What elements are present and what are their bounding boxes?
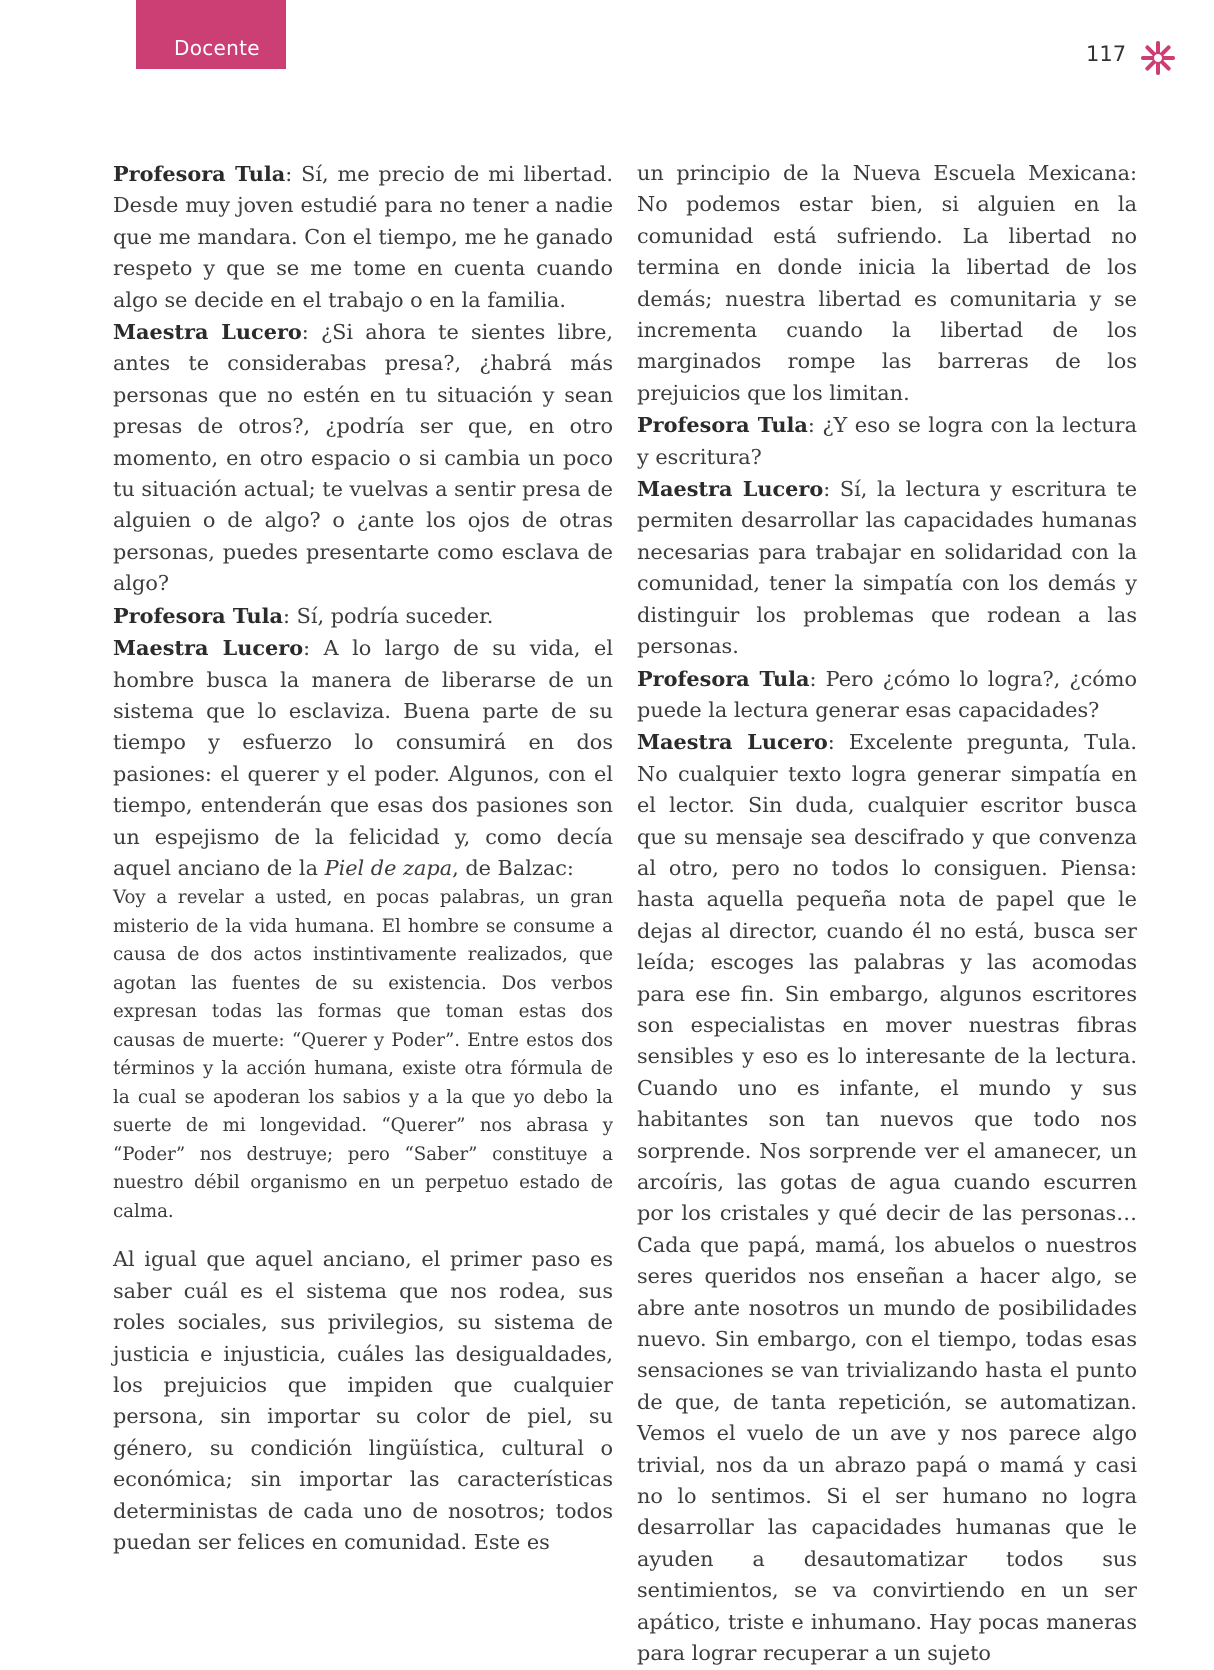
dialogue-paragraph xyxy=(113,632,613,884)
speaker-name: Profesora Tula xyxy=(113,161,286,186)
speaker-name: Profesora Tula xyxy=(113,602,283,628)
speaker-name: Profesora Tula xyxy=(637,412,808,438)
speaker-name: Maestra Lucero xyxy=(637,729,828,755)
body-paragraph: Al igual que aquel anciano, el primer paso es saber cuál es el sistema que nos rodea, sus roles sociales, sus privilegios, su sistema de justicia e injusticia, cuáles las desigualdades, los prejuicios que impiden que cualquier persona, sin importar su color de piel, su género, su condición lingüística, cultural o económica; sin importar las características deterministas de cada uno de nosotros; todos puedan ser felices en comunidad. Este es xyxy=(113,1247,613,1554)
dialogue-text: : ¿Y eso se logra con la lectura y escritura? xyxy=(637,413,1137,469)
dialogue-text: : Sí, podría suceder. xyxy=(282,603,494,628)
speaker-name: Maestra Lucero xyxy=(113,635,304,661)
section-label: Docente xyxy=(174,36,260,60)
dialogue-text: : A lo largo de su vida, el hombre busca la manera de liberarse de un sistema que lo esclaviza. Buena parte de su tiempo y esfuerzo lo consumirá en dos pasiones: el querer y el poder. Algunos, con el tiempo, entenderán que esas dos pasiones son un espejismo de la felicidad y, como decía aquel anciano de la xyxy=(113,636,613,880)
dialogue-text: : Excelente pregunta, Tula. No cualquier texto logra generar simpatía en el lector. Sin duda, cualquier escritor busca que su mensaje sea descifrado y que convenza al otro, pero no todos lo consiguen. Piensa: hasta aquella pequeña nota de papel que le dejas al director, cuando él no está, busca ser leída; escoges las palabras y las acomodas para ese fin. Sin embargo, algunos escritores son especialistas en mover nuestras fibras sensibles y eso es lo interesante de la lectura. Cuando uno es infante, el mundo y sus habitantes son tan nuevos que todo nos sorprende. Nos sorprende ver el amanecer, un arcoíris, las gotas de agua cuando escurren por los cristales y qué decir de las personas… Cada que papá, mamá, los abuelos o nuestros seres queridos nos enseñan a hacer algo, se abre ante nosotros un mundo de posibilidades nuevo. Sin embargo, con el tiempo, todas esas sensaciones se van trivializando hasta el punto de que, de tanta repetición, se automatizan. Vemos el vuelo de un ave y nos parece algo trivial, nos da un abrazo papá o mamá y casi no lo sentimos. Si el ser humano no logra desarrollar las capacidades humanas que le ayuden a desautomatizar todos sus sentimientos, se va convirtiendo en un ser apático, triste e inhumano. Hay pocas maneras para lograr recuperar a un sujeto xyxy=(637,730,1137,1666)
speaker-name: Maestra Lucero xyxy=(113,319,302,345)
dialogue-paragraph xyxy=(637,409,1137,473)
page-number: 117 xyxy=(1086,42,1127,66)
dialogue-text: : Sí, la lectura y escritura te permiten desarrollar las capacidades humanas necesarias para trabajar en solidaridad con la comunidad, tener la simpatía con los demás y distinguir los problemas que rodean a las personas. xyxy=(637,477,1138,659)
dialogue-text: : ¿Si ahora te sientes libre, antes te considerabas presa?, ¿habrá más personas que no estén en tu situación y sean presas de otros?, ¿podría ser que, en otro momento, en otro espacio o si cambia un poco tu situación actual; te vuelvas a sentir presa de alguien o de algo? o ¿ante los ojos de otras personas, puedes presentarte como esclava de algo? xyxy=(113,320,613,596)
dialogue-text: : Sí, me precio de mi libertad. Desde muy joven estudié para no tener a nadie que me mandara. Con el tiempo, me he ganado respeto y que se me tome en cuenta cuando algo se decide en el trabajo o en la familia. xyxy=(113,162,613,312)
dialogue-text: : Pero ¿cómo lo logra?, ¿cómo puede la lectura generar esas capacidades? xyxy=(637,666,1137,722)
block-quote: Voy a revelar a usted, en pocas palabras, un gran misterio de la vida humana. El hombre se consume a causa de dos actos instintivamente realizados, que agotan las fuentes de su existencia. Dos verbos expresan todas las formas que toman estas dos causas de muerte: “Querer y Poder”. Entre estos dos términos y la acción humana, existe otra fórmula de la cual se apoderan los sabios y a la que yo debo la suerte de mi longevidad. “Querer” nos abrasa y “Poder” nos destruye; pero “Saber” constituye a nuestro débil organismo en un perpetuo estado de calma. xyxy=(113,887,613,1222)
dialogue-paragraph xyxy=(113,600,613,632)
dialogue-paragraph xyxy=(113,158,613,316)
speaker-name: Profesora Tula xyxy=(637,665,810,691)
dialogue-paragraph xyxy=(637,663,1137,727)
left-column xyxy=(113,158,613,1558)
dialogue-paragraph xyxy=(637,726,1137,1669)
speaker-name: Maestra Lucero xyxy=(637,476,824,502)
dialogue-paragraph xyxy=(637,473,1137,662)
body-paragraph: un principio de la Nueva Escuela Mexicana: No podemos estar bien, si alguien en la comunidad está sufriendo. La libertad no termina en donde inicia la libertad de los demás; nuestra libertad es comunitaria y se incrementa cuando la libertad de los marginados rompe las barreras de los prejuicios que los limitan. xyxy=(637,161,1137,405)
book-title: Piel de zapa xyxy=(324,855,453,880)
section-tab xyxy=(136,0,286,69)
right-column xyxy=(637,158,1137,1670)
flower-icon xyxy=(1140,40,1176,76)
dialogue-paragraph xyxy=(113,316,613,600)
dialogue-text: , de Balzac: xyxy=(452,855,574,880)
